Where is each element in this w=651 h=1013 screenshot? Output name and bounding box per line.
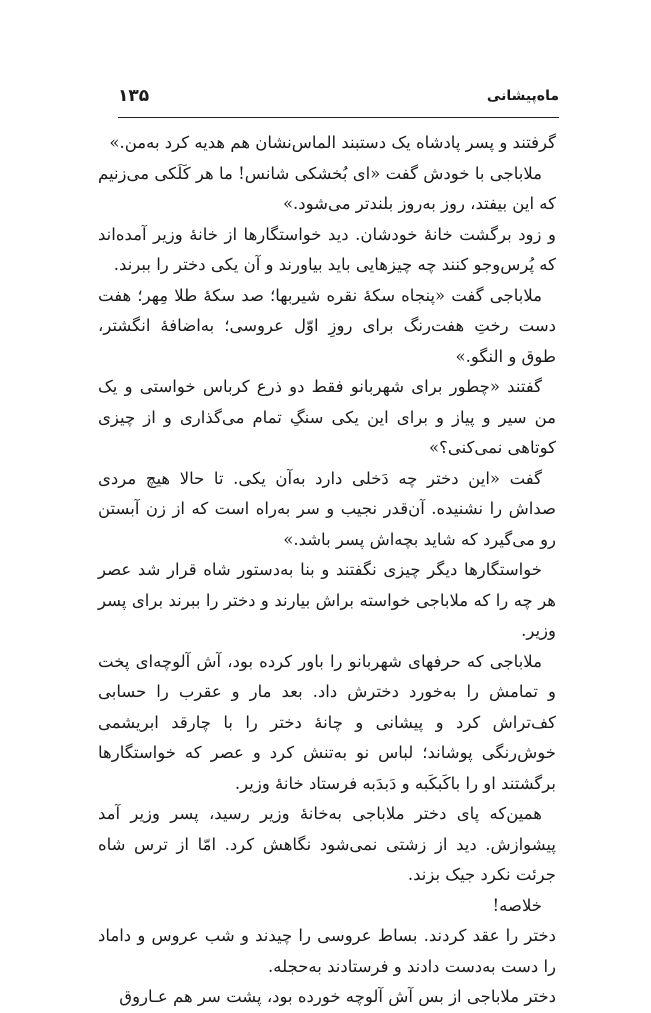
paragraph: گفتند «چطور برای شهربانو فقط دو ذرع کرباس خواستی و یک من سیر و پیاز و برای این یکی سنگِ تمام می‌گذاری و از چیزی کوتاهی نمی‌کنی؟» (98, 377, 556, 457)
paragraph: دختر را عقد کردند. بساط عروسی را چیدند و شب عروس و داماد را دست به‌دست دادند و فرستادند به‌حجله. (98, 926, 556, 976)
running-header (118, 86, 559, 114)
paragraph: دختر ملاباجی از بس آش آلوچه خورده بود، پشت سر هم عـاروق (119, 987, 556, 1006)
header-divider (118, 117, 559, 118)
paragraph: خلاصه! (492, 895, 542, 915)
paragraph: گرفتند و پسر پادشاه یک دستبند الماس‌نشان هم هدیه کرد به‌من.» (109, 133, 556, 152)
page-number: ۱۳۵ (118, 86, 150, 106)
book-title: ماه‌پیشانی (486, 88, 559, 104)
paragraph: ملاباجی که حرفهای شهربانو را باور کرده بود، آش آلوچه‌ای پخت و تمامش را به‌خورد دخترش داد. بعد مار و عقرب را حسابی کف‌تراش کرد و پیشانی و چانهٔ دختر را با چارقد ابریشمی خوش‌رنگی پوشاند؛ لباس نو به‌تنش کرد و عصر که خواستگارها برگشتند او را باکَبکَبه و دَبدَبه فرستاد خانهٔ وزیر. (98, 651, 556, 793)
paragraph: خواستگارها دیگر چیزی نگفتند و بنا به‌دستور شاه قرار شد عصر هر چه را که ملاباجی خواسته براش بیارند و دختر را ببرند برای پسر وزیر. (98, 560, 556, 640)
paragraph: ملاباجی با خودش گفت «ای بُخشکی شانس! ما هر کَلَکی می‌زنیم که این بیفتد، روز به‌روز بلندتر می‌شود.» (98, 163, 556, 213)
paragraph: گفت «این دختر چه دَخلی دارد به‌آن یکی. تا حالا هیچ مردی صداش را نشنیده. آن‌قدر نجیب و سر به‌راه است که از زن آبستن رو می‌گیرد که شاید بچه‌اش پسر باشد.» (98, 468, 556, 549)
paragraph: همین‌که پای دختر ملاباجی به‌خانهٔ وزیر رسید، پسر وزیر آمد پیشوازش. دید از زشتی نمی‌شود نگاهش کرد. امّا از ترس شاه جرئت نکرد جیک بزند. (98, 804, 556, 884)
paragraph: و زود برگشت خانهٔ خودشان. دید خواستگارها از خانهٔ وزیر آمده‌اند که پُرس‌وجو کنند چه چیزهایی باید بیاورند و آن یکی دختر را ببرند. (98, 224, 556, 274)
body-text (98, 128, 556, 1013)
paragraph: ملاباجی گفت «پنجاه سکهٔ نقره شیربها؛ صد سکهٔ طلا مِهر؛ هفت دست رختِ هفت‌رنگ برای روزِ اوّل عروسی؛ به‌اضافهٔ انگشتر، طوق و النگو.» (98, 285, 556, 366)
